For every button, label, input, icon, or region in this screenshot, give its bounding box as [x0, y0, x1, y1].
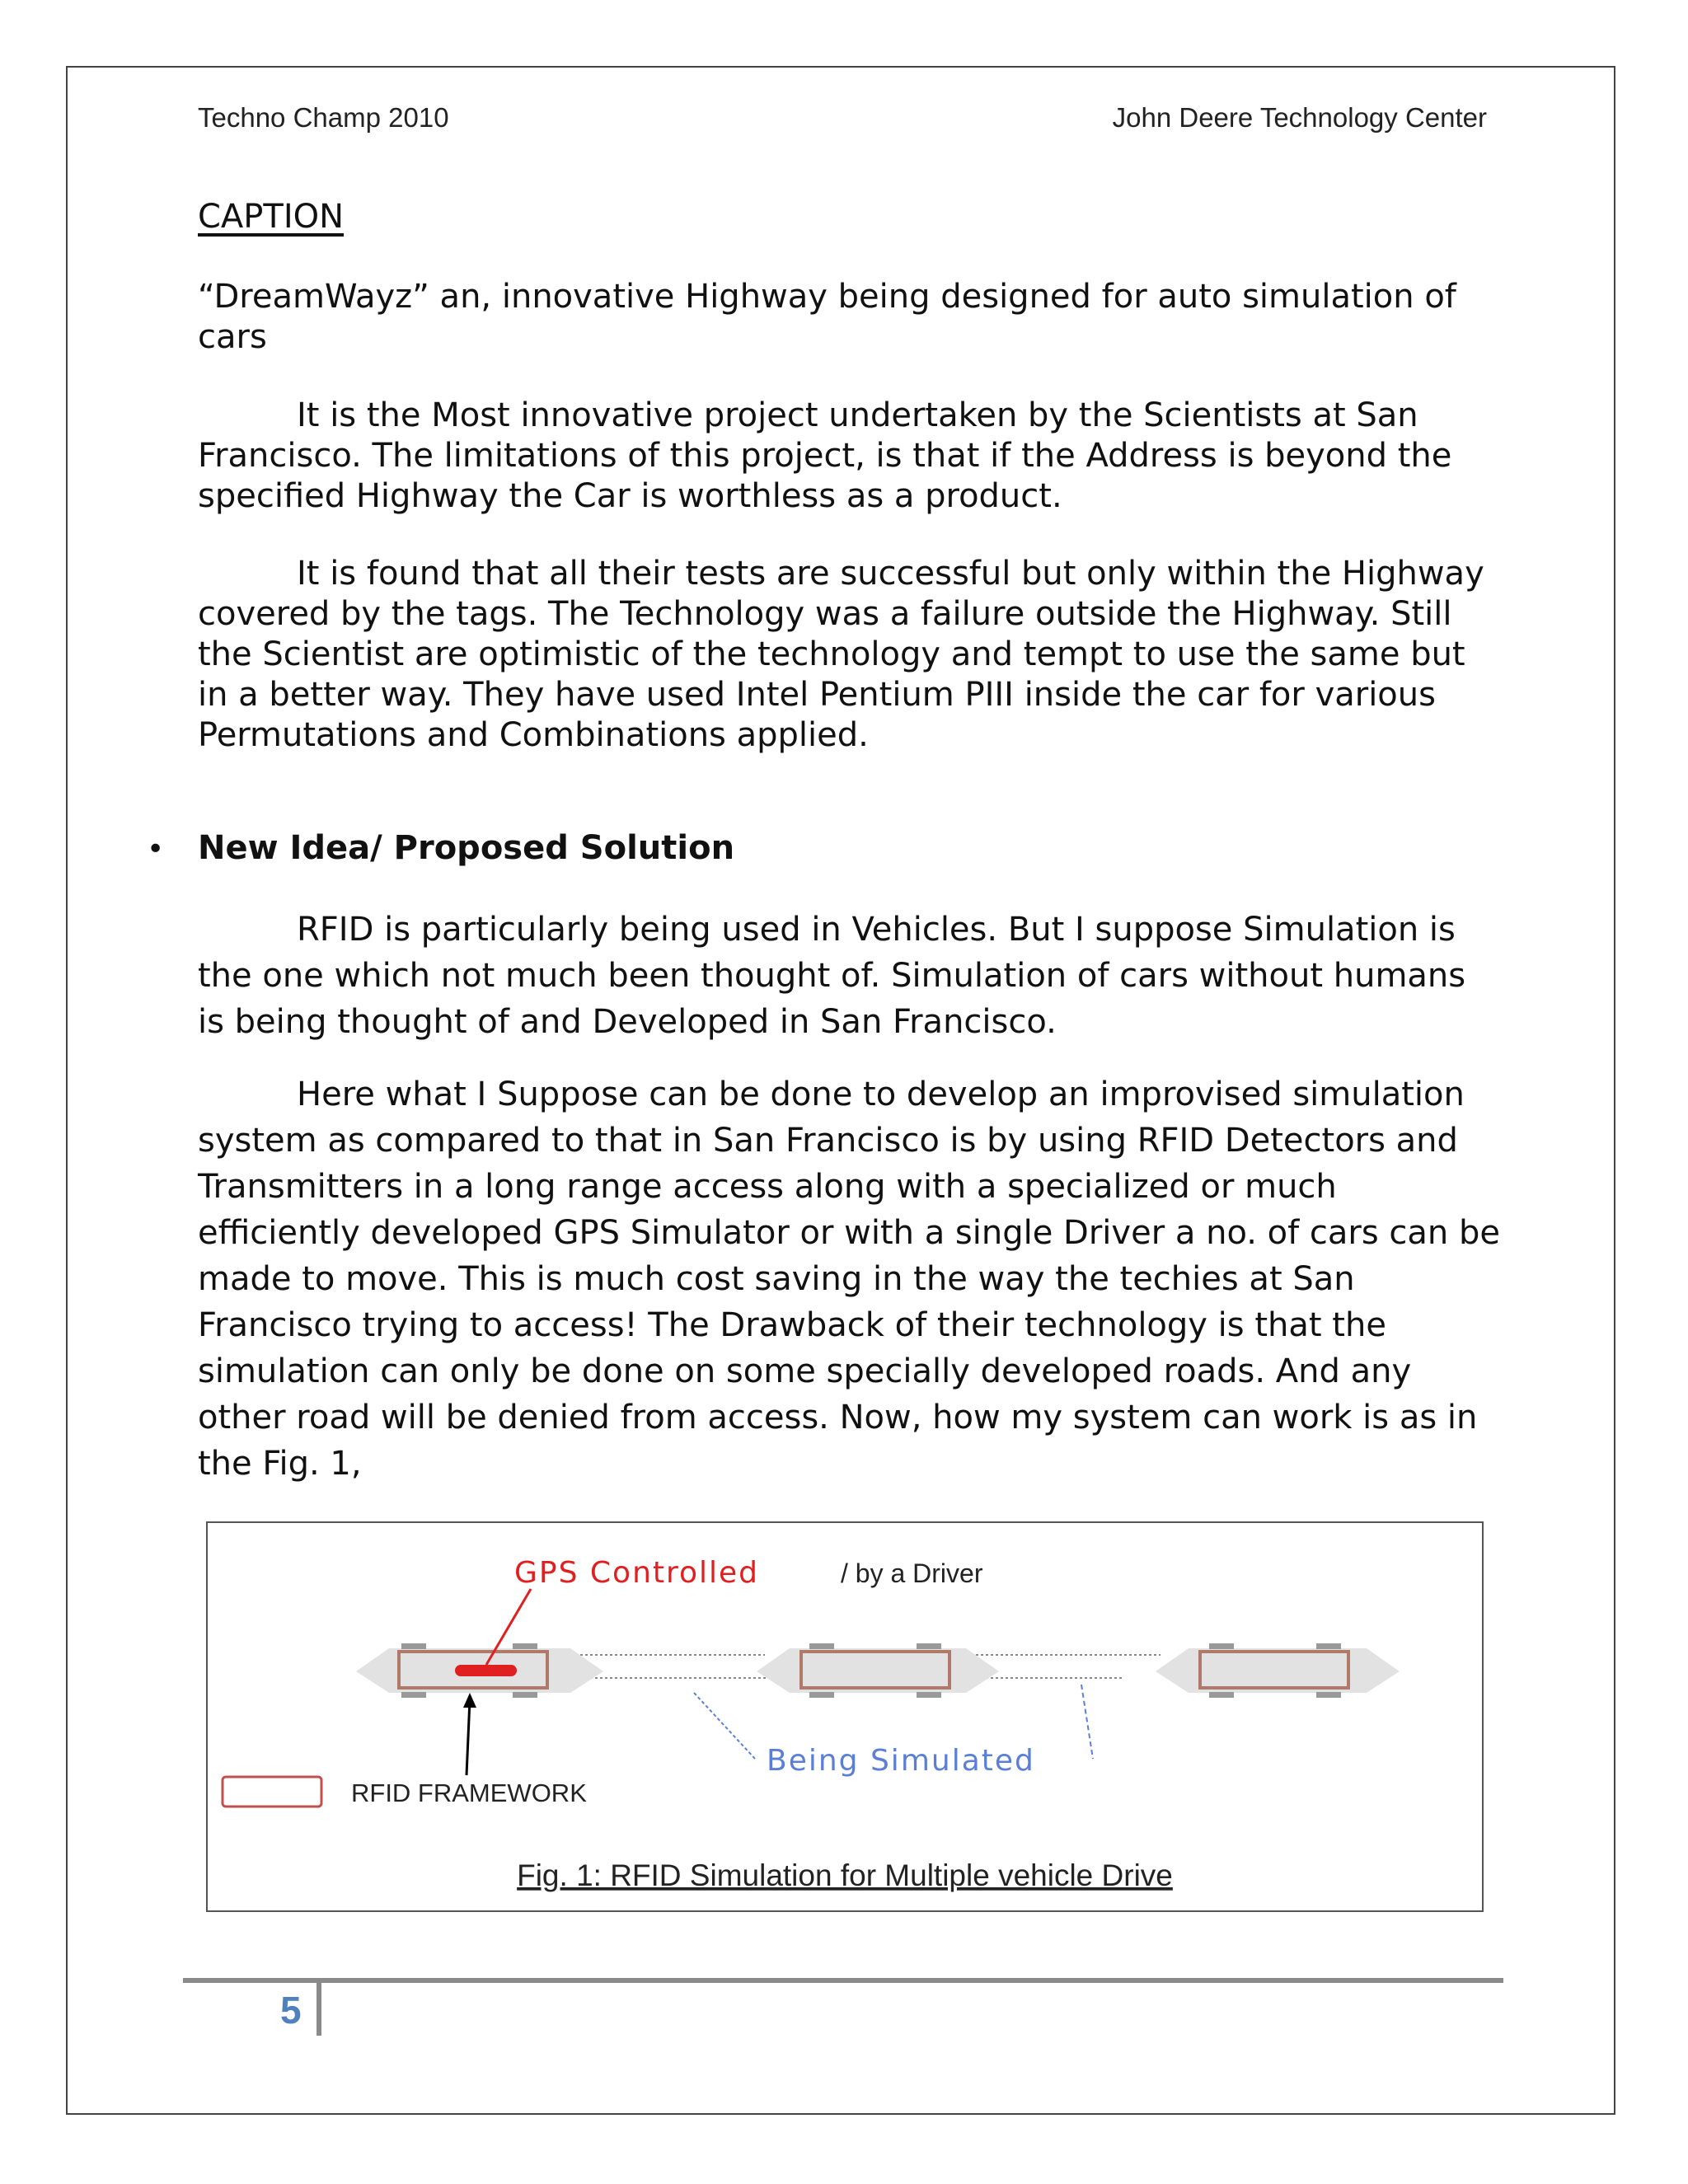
simulated-pointer-line — [1081, 1685, 1093, 1759]
header-left: Techno Champ 2010 — [198, 102, 449, 133]
rfid-pointer-line — [467, 1699, 470, 1775]
car-icon — [356, 1643, 603, 1698]
legend-swatch — [223, 1777, 321, 1807]
figure-diagram — [208, 1523, 1482, 1910]
footer-divider — [316, 1981, 321, 2036]
rfid-framework-label: RFID FRAMEWORK — [351, 1779, 587, 1807]
footer-rule — [183, 1978, 1503, 1983]
simulated-pointer-line — [694, 1693, 755, 1759]
section-paragraph-1: RFID is particularly being used in Vehicles. But I suppose Simulation is the one which not much been thought of. Simulation of cars without humans is being thought of and Developed in San Francisco. — [198, 911, 1466, 1041]
caption-heading: CAPTION — [198, 198, 345, 236]
bullet-marker: • — [147, 832, 165, 866]
car-icon — [1156, 1643, 1400, 1698]
page-number: 5 — [280, 1989, 302, 2032]
by-driver-label: / by a Driver — [841, 1558, 983, 1588]
header-right: John Deere Technology Center — [1112, 102, 1487, 133]
caption-paragraph-2: It is found that all their tests are successful but only within the Highway covered by the tags. The Technology was a failure outside the Highway. Still the Scientist are optimistic of the technology and tempt to use the same but in a better way. They have used Intel Pentium PIII inside the car for various Permutations and Combinations applied. — [198, 555, 1484, 754]
arrow-up-icon — [463, 1693, 476, 1708]
figure-caption: Fig. 1: RFID Simulation for Multiple vehicle Drive — [517, 1858, 1173, 1892]
section-paragraph-2: Here what I Suppose can be done to develop an improvised simulation system as compared to that in San Francisco is by using RFID Detectors and Transmitters in a long range access along with a specialized or much efficiently developed GPS Simulator or with a single Driver a no. of cars can be made to move. This is much cost saving in the way the techies at San Francisco trying to access! The Drawback of their technology is that the simulation can only be done on some specially developed roads. And any other road will be denied from access. Now, how my system can work is as in the Fig. 1, — [198, 1076, 1500, 1483]
gps-unit-icon — [455, 1665, 517, 1676]
being-simulated-label: Being Simulated — [767, 1744, 1035, 1778]
caption-paragraph-1: It is the Most innovative project undertaken by the Scientists at San Francisco. The limitations of this project, is that if the Address is beyond the specified Highway the Car is worthless as a product. — [198, 396, 1452, 515]
figure-rfid-simulation — [206, 1521, 1484, 1912]
section-heading: New Idea/ Proposed Solution — [198, 829, 735, 867]
gps-controlled-label: GPS Controlled — [514, 1556, 760, 1590]
car-icon — [757, 1643, 999, 1698]
caption-intro: “DreamWayz” an, innovative Highway being designed for auto simulation of cars — [198, 278, 1456, 356]
